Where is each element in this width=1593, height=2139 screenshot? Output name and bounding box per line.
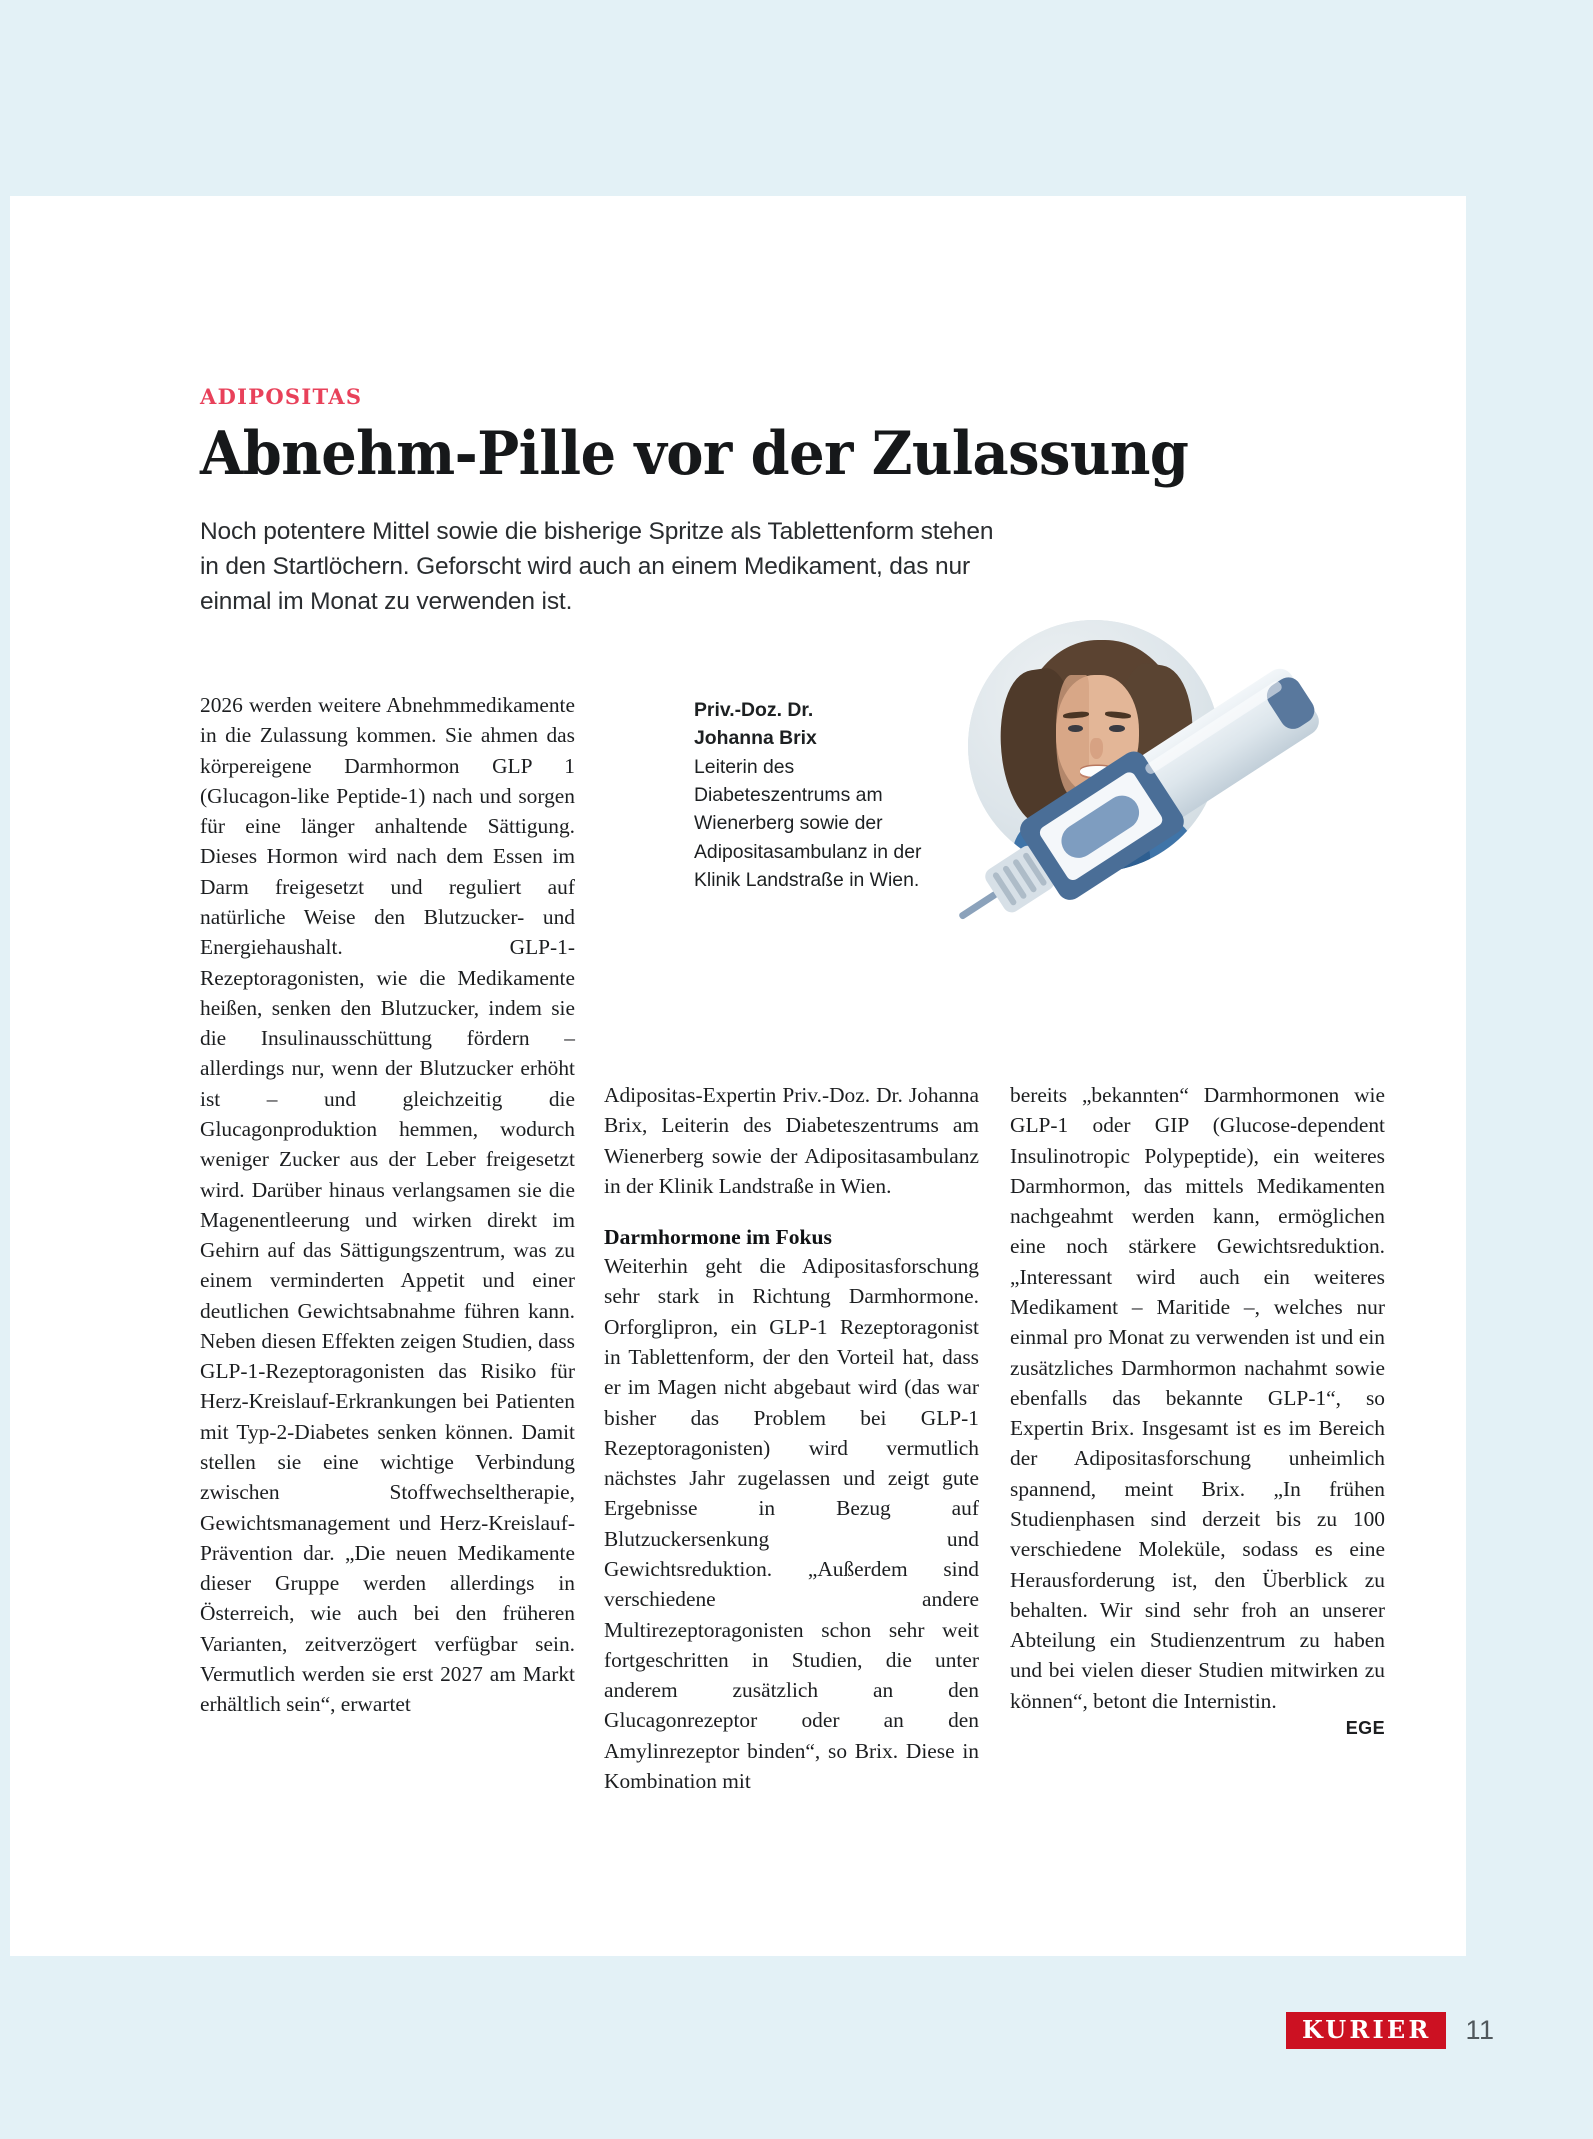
page-title: Abnehm-Pille vor der Zulassung (200, 419, 1189, 489)
body-column-1 (200, 690, 575, 1720)
column-1-text: 2026 werden weitere Abnehmmedikamente in die Zulassung kommen. Sie ahmen das körpereigene Darmhormon GLP 1 (Glucagon-like Peptide-1) nach und sorgen für eine länger anhaltende Sättigung. Dieses Hormon wird nach dem Essen im Darm freigesetzt und reguliert auf natürliche Weise den Blutzucker- und Energiehaushalt. GLP-1-Rezeptoragonisten, wie die Medikamente heißen, senken den Blutzucker, indem sie die Insulinausschüttung fördern – allerdings nur, wenn der Blutzucker erhöht ist – und gleichzeitig die Glucagonproduktion hemmen, wodurch weniger Zucker aus der Leber freigesetzt wird. Darüber hinaus verlangsamen sie die Magenentleerung und wirken direkt im Gehirn auf das Sättigungszentrum, was zu einem verminderten Appetit und einer deutlichen Gewichtsabnahme führen kann. Neben diesen Effekten zeigen Studien, dass GLP-1-Rezeptoragonisten das Risiko für Herz-Kreislauf-Erkrankungen bei Patienten mit Typ-2-Diabetes senken können. Damit stellen sie eine wichtige Verbindung zwischen Stoffwechseltherapie, Gewichtsmanagement und Herz-Kreislauf-Prävention dar. „Die neuen Medikamente dieser Gruppe werden allerdings in Österreich, wie auch bei den früheren Varianten, zeitverzögert verfügbar sein. Vermutlich werden sie erst 2027 am Markt erhältlich sein“, erwartet (200, 693, 575, 1717)
article-lede: Noch potentere Mittel sowie die bisherige Spritze als Tablettenform stehen in den Startlöchern. Geforscht wird auch an einem Medikament, das nur einmal im Monat zu verwenden ist. (200, 518, 994, 615)
caption-description: Leiterin des Diabeteszentrums am Wienerberg sowie der Adipositasambulanz in der Klinik Landstraße in Wien. (694, 755, 922, 891)
article-kicker: ADIPOSITAS (200, 384, 363, 409)
body-column-3 (1010, 1080, 1385, 1741)
article-header (200, 386, 1380, 620)
caption-name-line-2: Johanna Brix (694, 727, 817, 750)
column-2-intro: Adipositas-Expertin Priv.-Doz. Dr. Johanna Brix, Leiterin des Diabeteszentrums am Wienerberg sowie der Adipositasambulanz in der Klinik Landstraße in Wien. (604, 1083, 979, 1198)
page-footer (1286, 2012, 1495, 2049)
photo-caption (694, 696, 926, 894)
column-2-text: Weiterhin geht die Adipositasforschung sehr stark in Richtung Darmhormone. Orforglipron, ein GLP-1 Rezeptoragonist in Tablettenform, der den Vorteil hat, dass er im Magen nicht abgebaut wird (das war bisher das Problem bei GLP-1 Rezeptoragonisten) wird vermutlich nächstes Jahr zugelassen und zeigt gute Ergebnisse in Bezug auf Blutzuckersenkung und Gewichtsreduktion. „Außerdem sind verschiedene andere Multirezeptoragonisten schon sehr weit fortgeschritten in Studien, die unter anderem zusätzlich an den Glucagonrezeptor oder an den Amylinrezeptor binden“, so Brix. Diese in Kombination mit (604, 1254, 979, 1793)
page-number: 11 (1465, 2015, 1495, 2045)
author-initials: EGE (1345, 1717, 1385, 1738)
column-3-text: bereits „bekannten“ Darmhormonen wie GLP-1 oder GIP (Glucose-dependent Insulinotropic Polypeptide), ein weiteres Darmhormon, das mittels Medikamenten nachgeahmt werden kann, ermöglichen eine noch stärkere Gewichtsreduktion. „Interessant wird auch ein weiteres Medikament – Maritide –, welches nur einmal pro Monat zu verwenden ist und ein zusätzliches Darmhormon nachahmt sowie ebenfalls das bekannte GLP-1“, so Expertin Brix. Insgesamt ist es im Bereich der Adipositasforschung unheimlich spannend, meint Brix. „In frühen Studienphasen sind derzeit bis zu 100 verschiedene Moleküle, sodass es eine Herausforderung ist, den Überblick zu behalten. Wir sind sehr froh an unserer Abteilung ein Studienzentrum zu haben und bei vielen dieser Studien mitwirken zu können“, betont die Internistin. (1010, 1083, 1385, 1713)
caption-name-line-1: Priv.-Doz. Dr. (694, 699, 814, 721)
kurier-logo: KURIER (1286, 2012, 1446, 2049)
section-subhead: Darmhormone im Fokus (604, 1225, 832, 1250)
body-column-2 (604, 1080, 979, 1796)
